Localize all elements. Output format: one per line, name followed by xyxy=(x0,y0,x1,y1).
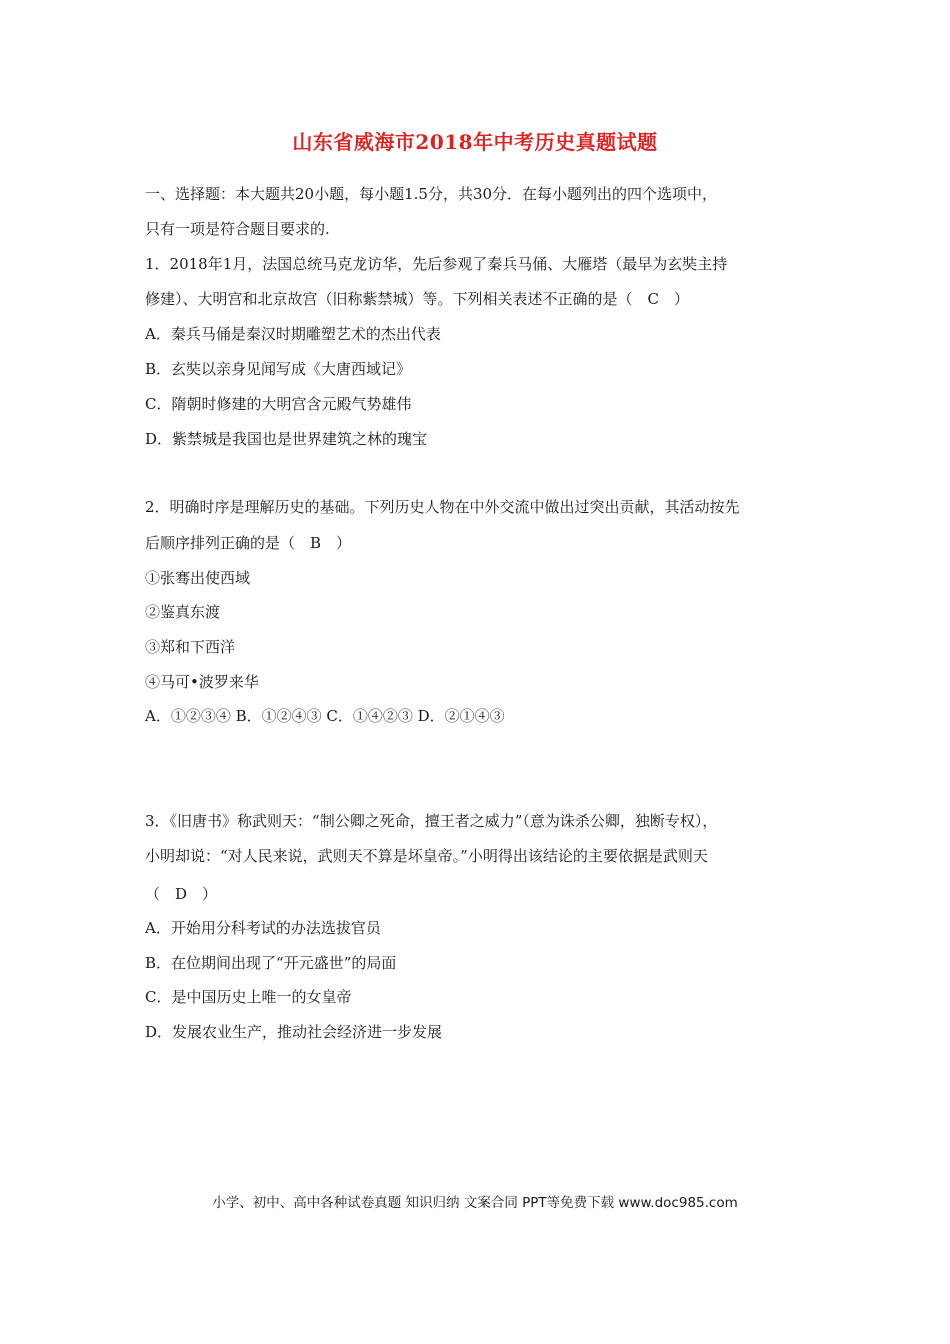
question-1-option-c: C．隋朝时修建的大明宫含元殿气势雄伟 xyxy=(145,395,412,413)
question-2-stem-line-2: 后顺序排列正确的是（ B ） xyxy=(145,534,352,552)
question-3-option-d: D．发展农业生产，推动社会经济进一步发展 xyxy=(145,1023,443,1041)
question-2-item-4: ④马可•波罗来华 xyxy=(145,673,259,691)
question-3-stem-line-3: （ D ） xyxy=(145,885,218,903)
section-instruction-line-1: 一、选择题：本大题共20小题，每小题1.5分，共30分．在每小题列出的四个选项中， xyxy=(145,185,718,203)
question-3-option-c: C．是中国历史上唯一的女皇帝 xyxy=(145,988,352,1006)
question-1-stem-line-2: 修建）、大明宫和北京故宫（旧称紫禁城）等。下列相关表述不正确的是（ C ） xyxy=(145,290,689,308)
question-2-item-3: ③郑和下西洋 xyxy=(145,638,236,656)
question-1-option-b: B．玄奘以亲身见闻写成《大唐西域记》 xyxy=(145,360,412,378)
question-3-option-b: B．在位期间出现了“开元盛世”的局面 xyxy=(145,954,397,972)
question-3-stem-line-2: 小明却说：“对人民来说，武则天不算是坏皇帝。”小明得出该结论的主要依据是武则天 xyxy=(145,847,708,865)
question-2-stem-line-1: 2．明确时序是理解历史的基础。下列历史人物在中外交流中做出过突出贡献，其活动按先 xyxy=(145,498,740,516)
question-1-option-d: D．紫禁城是我国也是世界建筑之林的瑰宝 xyxy=(145,430,428,448)
question-3-option-a: A．开始用分科考试的办法选拔官员 xyxy=(145,919,381,937)
document-title: 山东省威海市2018年中考历史真题试题 xyxy=(292,130,658,154)
section-instruction-line-2: 只有一项是符合题目要求的. xyxy=(145,220,330,238)
page-footer: 小学、初中、高中各种试卷真题 知识归纳 文案合同 PPT等免费下载 www.doc985.com xyxy=(212,1195,738,1211)
question-1-option-a: A．秦兵马俑是秦汉时期雕塑艺术的杰出代表 xyxy=(145,325,441,343)
question-2-item-1: ①张骞出使西域 xyxy=(145,569,251,587)
question-2-item-2: ②鉴真东渡 xyxy=(145,603,221,621)
question-1-stem-line-1: 1．2018年1月，法国总统马克龙访华，先后参观了秦兵马俑、大雁塔（最早为玄奘主持 xyxy=(145,255,728,273)
question-2-options: A．①②③④ B．①②④③ C．①④②③ D．②①④③ xyxy=(145,707,505,725)
question-3-stem-line-1: 3．《旧唐书》称武则天：“制公卿之死命，擅王者之威力”（意为诛杀公卿，独断专权）， xyxy=(145,812,718,830)
